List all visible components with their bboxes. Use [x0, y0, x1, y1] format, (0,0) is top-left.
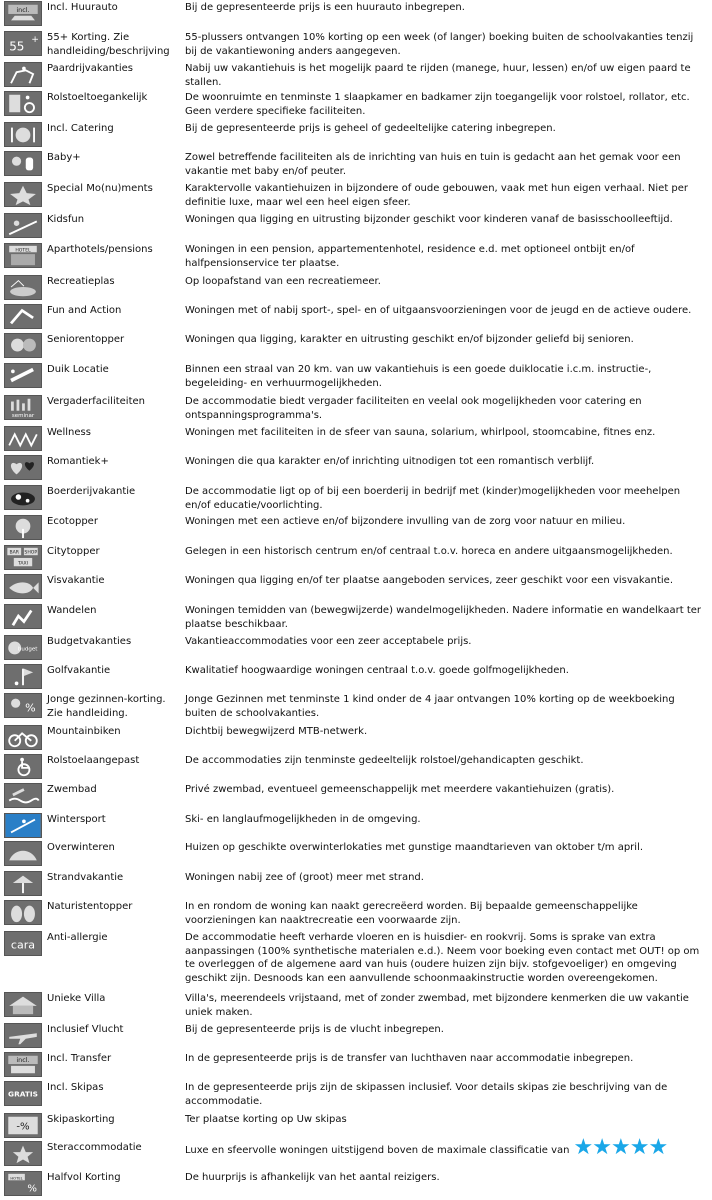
- feature-description: [185, 725, 707, 739]
- feature-description: [185, 213, 707, 227]
- feature-description-text: Woningen qua ligging en uitrusting bijzonder geschikt voor kinderen vanaf de basisschoolleeftijd.: [185, 214, 673, 225]
- feature-description: [185, 1113, 707, 1127]
- feature-description: [185, 574, 707, 588]
- feature-description-text: In de gepresenteerde prijs is de transfer van luchthaven naar accommodatie inbegrepen.: [185, 1053, 634, 1064]
- feature-name: Incl. Transfer: [47, 1053, 112, 1064]
- feature-description-text: De accommodatie biedt vergader faciliteiten en veelal ook mogelijkheden voor catering en ontspanningsprogramma's.: [185, 396, 642, 421]
- feature-name: Jonge gezinnen-korting. Zie handleiding.: [47, 694, 166, 719]
- svg-text:-%: -%: [16, 1121, 30, 1133]
- naturist-icon: [4, 900, 42, 925]
- feature-name: Citytopper: [47, 546, 100, 557]
- feature-description-text: Kwalitatief hoogwaardige woningen centraal t.o.v. goede golfmogelijkheden.: [185, 665, 569, 676]
- feature-name: Ecotopper: [47, 516, 98, 527]
- feature-description: [185, 1171, 707, 1185]
- feature-description-text: Jonge Gezinnen met tenminste 1 kind onder de 4 jaar ontvangen 10% korting op de weekboeking buiten de schoolvakanties.: [185, 694, 675, 719]
- feature-description: [185, 813, 707, 827]
- svg-text:TAXI: TAXI: [17, 561, 29, 567]
- svg-text:SHOP: SHOP: [24, 550, 38, 556]
- young-family-discount-icon: [4, 693, 42, 718]
- feature-description: [185, 635, 707, 649]
- overwintering-icon: [4, 841, 42, 866]
- rental-car-icon: [4, 1, 42, 26]
- feature-name: Seniorentopper: [47, 334, 125, 345]
- svg-text:HOTEL: HOTEL: [15, 248, 31, 254]
- feature-description: [185, 62, 707, 89]
- feature-name: Incl. Skipas: [47, 1082, 104, 1093]
- lake-icon: [4, 275, 42, 300]
- feature-description: [185, 515, 707, 529]
- svg-text:%: %: [25, 701, 36, 715]
- svg-text:seminar: seminar: [11, 413, 35, 419]
- star-icon: ★: [648, 1135, 668, 1160]
- feature-description-text: Karaktervolle vakantiehuizen in bijzondere of oude gebouwen, vaak met hun eigen verhaal. Niet per definitie luxe, maar wel een heel eigen sfeer.: [185, 183, 689, 208]
- feature-description: [185, 122, 707, 136]
- diving-icon: [4, 363, 42, 388]
- feature-description-text: Luxe en sfeervolle woningen uitstijgend boven de maximale classificatie van: [185, 1144, 570, 1156]
- budget-icon: [4, 635, 42, 660]
- feature-description-text: Woningen die qua karakter en/of inrichting uitnodigen tot een romantisch verblijf.: [185, 456, 595, 467]
- skipass-icon: [4, 1081, 42, 1106]
- feature-description-text: Bij de gepresenteerde prijs is geheel of gedeeltelijke catering inbegrepen.: [185, 123, 556, 134]
- svg-text:incl.: incl.: [16, 6, 30, 15]
- eco-icon: [4, 515, 42, 540]
- feature-description-text: In de gepresenteerde prijs zijn de skipassen inclusief. Voor details skipas zie beschrijving van de accommodatie.: [185, 1082, 668, 1107]
- star-icon: ★: [629, 1135, 649, 1160]
- feature-description-text: Bij de gepresenteerde prijs is een huurauto inbegrepen.: [185, 2, 465, 13]
- feature-description: [185, 182, 707, 209]
- wellness-icon: [4, 426, 42, 451]
- feature-name: Fun and Action: [47, 305, 122, 316]
- feature-description-text: De huurprijs is afhankelijk van het aantal reizigers.: [185, 1172, 440, 1183]
- feature-description: [185, 455, 707, 469]
- feature-name: Wintersport: [47, 814, 106, 825]
- feature-description: [185, 693, 707, 720]
- feature-description: [185, 992, 707, 1019]
- feature-name: Visvakantie: [47, 575, 105, 586]
- feature-name: Rolstoelaangepast: [47, 755, 140, 766]
- feature-description: [185, 275, 707, 289]
- feature-description-text: Op loopafstand van een recreatiemeer.: [185, 276, 381, 287]
- feature-description-text: Woningen qua ligging, karakter en uitrusting geschikt en/of bijzonder geliefd bij senioren.: [185, 334, 634, 345]
- transfer-icon: [4, 1052, 42, 1077]
- feature-name: Vergaderfaciliteiten: [47, 396, 145, 407]
- feature-name: Steraccommodatie: [47, 1142, 142, 1153]
- golf-icon: [4, 664, 42, 689]
- city-icon: [4, 545, 42, 570]
- feature-description: [185, 1, 707, 15]
- romance-icon: [4, 455, 42, 480]
- svg-text:%: %: [27, 1183, 38, 1195]
- seminar-icon: [4, 395, 42, 420]
- feature-name: Wandelen: [47, 605, 97, 616]
- svg-text:55: 55: [9, 39, 25, 54]
- hiking-icon: [4, 604, 42, 629]
- feature-description: [185, 91, 707, 118]
- feature-description-text: Woningen met of nabij sport-, spel- en of uitgaansvoorzieningen voor de jeugd en de actieve oudere.: [185, 305, 692, 316]
- feature-description: [185, 31, 707, 58]
- mountainbike-icon: [4, 725, 42, 750]
- feature-description-text: Zowel betreffende faciliteiten als de inrichting van huis en tuin is gedacht aan het gemak voor een vakantie met baby en/of peuter.: [185, 152, 681, 177]
- feature-description: [185, 304, 707, 318]
- feature-description-text: Woningen nabij zee of (groot) meer met strand.: [185, 872, 424, 883]
- baby-icon: [4, 151, 42, 176]
- feature-description: [185, 243, 707, 270]
- farm-icon: [4, 485, 42, 510]
- hotel-icon: [4, 243, 42, 268]
- feature-name: Inclusief Vlucht: [47, 1024, 124, 1035]
- feature-description: [185, 1052, 707, 1066]
- wintersport-icon: [4, 813, 42, 838]
- feature-description-text: Vakantieaccommodaties voor een zeer acceptabele prijs.: [185, 636, 472, 647]
- feature-description-text: Gelegen in een historisch centrum en/of centraal t.o.v. horeca en andere uitgaansmogelijkheden.: [185, 546, 673, 557]
- svg-text:BAR: BAR: [9, 550, 20, 556]
- feature-description-text: Binnen een straal van 20 km. van uw vakantiehuis is een goede duiklocatie i.c.m. instructie-, begeleiding- en verhuurmogelijkheden.: [185, 364, 652, 389]
- feature-name: Mountainbiken: [47, 726, 121, 737]
- feature-name: Aparthotels/pensions: [47, 244, 153, 255]
- fishing-icon: [4, 574, 42, 599]
- swimming-pool-icon: [4, 783, 42, 808]
- 55-plus-icon: [4, 31, 42, 56]
- feature-name: Anti-allergie: [47, 932, 108, 943]
- feature-description-text: Woningen met faciliteiten in de sfeer van sauna, solarium, whirlpool, stoomcabine, fitnes enz.: [185, 427, 656, 438]
- feature-description-text: Woningen qua ligging en/of ter plaatse aangeboden services, zeer geschikt voor een visvakantie.: [185, 575, 674, 586]
- feature-description: [185, 754, 707, 768]
- feature-description: [185, 333, 707, 347]
- feature-description: [185, 545, 707, 559]
- feature-name: Romantiek+: [47, 456, 109, 467]
- feature-description-text: In en rondom de woning kan naakt gerecreëerd worden. Bij bepaalde gemeenschappelijke voorzieningen kan naaktrecreatie een voorwaarde zijn.: [185, 901, 638, 926]
- kidsfun-icon: [4, 213, 42, 238]
- feature-name: Duik Locatie: [47, 364, 109, 375]
- star-rating: [573, 1135, 668, 1160]
- feature-description-text: Woningen in een pension, appartementenhotel, residence e.d. met optioneel ontbijt en/of halfpensionservice ter plaatse.: [185, 244, 635, 269]
- feature-name: Naturistentopper: [47, 901, 133, 912]
- feature-description: [185, 1135, 707, 1160]
- flight-icon: [4, 1023, 42, 1048]
- feature-description: [185, 426, 707, 440]
- villa-icon: [4, 992, 42, 1017]
- feature-description-text: Privé zwembad, eventueel gemeenschappelijk met meerdere vakantiehuizen (gratis).: [185, 784, 615, 795]
- feature-name: Skipaskorting: [47, 1114, 115, 1125]
- feature-name: Special Mo(nu)ments: [47, 183, 153, 194]
- feature-name: Kidsfun: [47, 214, 85, 225]
- feature-name: Paardrijvakanties: [47, 63, 133, 74]
- wheelchair-adapted-icon: [4, 754, 42, 779]
- feature-description: [185, 604, 707, 631]
- feature-name: 55+ Korting. Zie handleiding/beschrijving: [47, 32, 170, 57]
- feature-description-text: Ski- en langlaufmogelijkheden in de omgeving.: [185, 814, 421, 825]
- svg-text:GRATIS: GRATIS: [8, 1089, 38, 1099]
- seniors-icon: [4, 333, 42, 358]
- feature-description: [185, 395, 707, 422]
- feature-description: [185, 783, 707, 797]
- wheelchair-accessible-icon: [4, 91, 42, 116]
- feature-description: [185, 841, 707, 855]
- feature-name: Budgetvakanties: [47, 636, 132, 647]
- special-moments-icon: [4, 182, 42, 207]
- feature-description: [185, 1081, 707, 1108]
- feature-description-text: De accommodatie ligt op of bij een boerderij in bedrijf met (kinder)mogelijkheden voor meehelpen en/of educatie/voorlichting.: [185, 486, 681, 511]
- feature-description-text: Villa's, meerendeels vrijstaand, met of zonder zwembad, met bijzondere kenmerken die uw vakantie uniek maken.: [185, 993, 689, 1018]
- feature-description: [185, 151, 707, 178]
- feature-name: Boerderijvakantie: [47, 486, 136, 497]
- feature-description-text: Dichtbij bewegwijzerd MTB-netwerk.: [185, 726, 368, 737]
- cara-icon: [4, 931, 42, 956]
- feature-name: Halfvol Korting: [47, 1172, 121, 1183]
- half-full-discount-icon: [4, 1171, 42, 1196]
- feature-description-text: Bij de gepresenteerde prijs is de vlucht inbegrepen.: [185, 1024, 444, 1035]
- feature-name: Wellness: [47, 427, 91, 438]
- feature-description: [185, 363, 707, 390]
- feature-name: Baby+: [47, 152, 81, 163]
- star-accommodation-icon: [4, 1141, 42, 1166]
- feature-description-text: Woningen met een actieve en/of bijzondere invulling van de zorg voor natuur en milieu.: [185, 516, 626, 527]
- feature-description: [185, 900, 707, 927]
- svg-text:budget: budget: [17, 646, 38, 653]
- feature-description: [185, 871, 707, 885]
- feature-description: [185, 485, 707, 512]
- svg-text:cara: cara: [10, 938, 36, 952]
- svg-text:HOTEL: HOTEL: [10, 1176, 23, 1181]
- feature-description-text: Ter plaatse korting op Uw skipas: [185, 1114, 347, 1125]
- star-icon: ★: [610, 1135, 630, 1160]
- fun-action-icon: [4, 304, 42, 329]
- feature-description-text: De accommodaties zijn tenminste gedeeltelijk rolstoel/gehandicapten geschikt.: [185, 755, 584, 766]
- feature-name: Unieke Villa: [47, 993, 106, 1004]
- feature-name: Rolstoeltoegankelijk: [47, 92, 148, 103]
- feature-name: Strandvakantie: [47, 872, 124, 883]
- star-icon: ★: [592, 1135, 611, 1160]
- svg-text:incl.: incl.: [16, 1056, 30, 1065]
- feature-description: [185, 1023, 707, 1037]
- feature-name: Incl. Huurauto: [47, 2, 118, 13]
- horse-riding-icon: [4, 62, 42, 87]
- star-icon: ★: [573, 1135, 593, 1160]
- feature-description-text: De accommodatie heeft verharde vloeren en is huisdier- en rookvrij. Soms is sprake van extra aanpassingen (100% synthetische materialen e.d.). Neem voor boeking even contact met OUT! op om te overleggen of de algemene aard van huis (oudere huizen zijn bijv. stofgevoeliger) en omgeving geschikt zijn. Desnoods kan een aanvullende schoonmaakinstructie worden overeengekomen.: [185, 932, 700, 984]
- feature-description-text: Huizen op geschikte overwinterlokaties met gunstige maandtarieven van oktober t/m april.: [185, 842, 644, 853]
- beach-icon: [4, 871, 42, 896]
- feature-description-text: 55-plussers ontvangen 10% korting op een week (of langer) boeking buiten de schoolvakanties tenzij bij de vakantiewoning anders aangegeven.: [185, 32, 694, 57]
- feature-name: Incl. Catering: [47, 123, 114, 134]
- skipass-discount-icon: [4, 1113, 42, 1138]
- feature-name: Golfvakantie: [47, 665, 111, 676]
- catering-icon: [4, 122, 42, 147]
- feature-description: [185, 664, 707, 678]
- feature-name: Overwinteren: [47, 842, 115, 853]
- feature-description: [185, 931, 707, 985]
- feature-description-text: Woningen temidden van (bewegwijzerde) wandelmogelijkheden. Nadere informatie en wandelkaart ter plaatse beschikbaar.: [185, 605, 702, 630]
- feature-name: Zwembad: [47, 784, 97, 795]
- svg-text:+: +: [31, 34, 39, 46]
- feature-description-text: De woonruimte en tenminste 1 slaapkamer en badkamer zijn toegangelijk voor rolstoel, rollator, etc. Geen verdere specifieke faciliteiten.: [185, 92, 690, 117]
- feature-description-text: Nabij uw vakantiehuis is het mogelijk paard te rijden (manege, huur, lessen) en/of uw eigen paard te stallen.: [185, 63, 691, 88]
- feature-name: Recreatieplas: [47, 276, 115, 287]
